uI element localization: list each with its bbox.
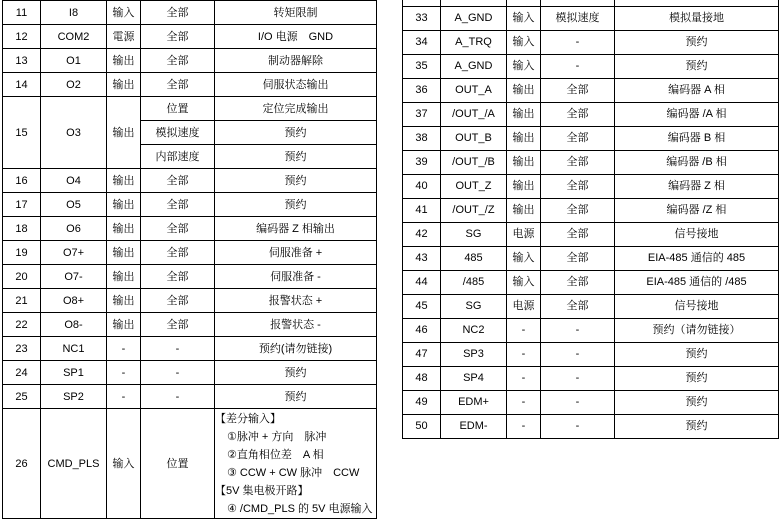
- signal-function: 编码器 A 相: [615, 78, 779, 102]
- signal-name: O8-: [41, 313, 107, 337]
- signal-type: -: [507, 318, 541, 342]
- control-mode: 模拟速度: [141, 121, 215, 145]
- pin-number: 46: [403, 318, 441, 342]
- signal-function: 定位完成输出: [215, 97, 377, 121]
- table-row: [3, 1, 377, 25]
- pin-number: 34: [403, 30, 441, 54]
- table-row: [3, 361, 377, 385]
- control-mode: 内部速度: [141, 145, 215, 169]
- control-mode: 全部: [541, 102, 615, 126]
- table-row: [3, 289, 377, 313]
- pin-number: 12: [3, 25, 41, 49]
- table-row: [3, 337, 377, 361]
- pin-number: 45: [403, 294, 441, 318]
- signal-type: 电源: [507, 222, 541, 246]
- signal-function: 模拟量接地: [615, 6, 779, 30]
- signal-type: 输出: [507, 126, 541, 150]
- pin-number: 11: [3, 1, 41, 25]
- signal-function: 预约（请勿链接）: [615, 318, 779, 342]
- signal-name: O6: [41, 217, 107, 241]
- signal-type: -: [507, 342, 541, 366]
- signal-type: -: [107, 385, 141, 409]
- signal-type: -: [507, 366, 541, 390]
- control-mode: -: [541, 54, 615, 78]
- signal-name: O1: [41, 49, 107, 73]
- signal-name: OUT_Z: [441, 174, 507, 198]
- table-row: [3, 385, 377, 409]
- table-row: [3, 97, 377, 121]
- table-row: [403, 78, 779, 102]
- signal-type: 输入: [107, 409, 141, 519]
- pin-number: 25: [3, 385, 41, 409]
- pin-table-left: [2, 0, 377, 519]
- signal-function: 预约: [215, 193, 377, 217]
- control-mode: -: [541, 30, 615, 54]
- table-row: [403, 54, 779, 78]
- table-row: [403, 414, 779, 438]
- control-mode: 全部: [141, 49, 215, 73]
- control-mode: -: [141, 361, 215, 385]
- control-mode: 全部: [541, 198, 615, 222]
- function-line: 【5V 集电极开路】: [215, 484, 309, 497]
- signal-name: SP4: [441, 366, 507, 390]
- signal-name: SP2: [41, 385, 107, 409]
- table-row: [3, 217, 377, 241]
- control-mode: -: [541, 390, 615, 414]
- pin-number: 49: [403, 390, 441, 414]
- function-line: ①脉冲 + 方向 脉冲: [227, 430, 327, 443]
- control-mode: 全部: [141, 1, 215, 25]
- signal-name: /OUT_/B: [441, 150, 507, 174]
- control-mode: 全部: [141, 289, 215, 313]
- signal-type: 输出: [107, 193, 141, 217]
- signal-function: 转矩限制: [215, 1, 377, 25]
- pin-number: 15: [3, 97, 41, 169]
- control-mode: 全部: [541, 78, 615, 102]
- control-mode: 位置: [141, 409, 215, 519]
- pin-number: 39: [403, 150, 441, 174]
- table-row: [3, 313, 377, 337]
- signal-type: 输入: [107, 1, 141, 25]
- control-mode: 全部: [541, 294, 615, 318]
- signal-type: 输出: [507, 198, 541, 222]
- pin-number: 48: [403, 366, 441, 390]
- pin-table-left-body: [3, 1, 377, 519]
- signal-function: 预约(请勿链接): [215, 337, 377, 361]
- signal-function: 预约: [215, 361, 377, 385]
- signal-type: 输出: [507, 174, 541, 198]
- signal-type: 输出: [107, 169, 141, 193]
- signal-name: /OUT_/Z: [441, 198, 507, 222]
- pin-number: 41: [403, 198, 441, 222]
- signal-function: I/O 电源 GND: [215, 25, 377, 49]
- signal-function: 伺服状态输出: [215, 73, 377, 97]
- table-row: [403, 6, 779, 30]
- function-line: ④ /CMD_PLS 的 5V 电源输入: [227, 502, 373, 515]
- pin-number: 19: [3, 241, 41, 265]
- pin-number: 16: [3, 169, 41, 193]
- signal-function: 编码器 Z 相输出: [215, 217, 377, 241]
- signal-name: 485: [441, 246, 507, 270]
- pin-number: 44: [403, 270, 441, 294]
- signal-function: 预约: [215, 121, 377, 145]
- pin-number: 43: [403, 246, 441, 270]
- signal-function: 预约: [215, 385, 377, 409]
- signal-name: EDM+: [441, 390, 507, 414]
- table-row: [3, 241, 377, 265]
- pin-number: 21: [3, 289, 41, 313]
- control-mode: 全部: [541, 270, 615, 294]
- signal-function: EIA-485 通信的 485: [615, 246, 779, 270]
- signal-type: 输入: [507, 54, 541, 78]
- signal-function: 制动器解除: [215, 49, 377, 73]
- signal-name: SG: [441, 222, 507, 246]
- table-row: [403, 246, 779, 270]
- table-row: [403, 150, 779, 174]
- function-line: ③ CCW + CW 脉冲 CCW: [227, 466, 360, 479]
- pin-number: 38: [403, 126, 441, 150]
- signal-type: 输出: [507, 78, 541, 102]
- table-row: [403, 270, 779, 294]
- control-mode: 全部: [141, 25, 215, 49]
- pin-number: 47: [403, 342, 441, 366]
- signal-function: 预约: [215, 169, 377, 193]
- signal-name: SP1: [41, 361, 107, 385]
- signal-type: 输出: [107, 217, 141, 241]
- signal-name: O3: [41, 97, 107, 169]
- pin-number: 50: [403, 414, 441, 438]
- signal-name: /OUT_/A: [441, 102, 507, 126]
- pin-number: 36: [403, 78, 441, 102]
- signal-type: 输出: [107, 73, 141, 97]
- table-row: [403, 318, 779, 342]
- pin-number: 24: [3, 361, 41, 385]
- signal-type: 输出: [107, 313, 141, 337]
- table-row: [403, 174, 779, 198]
- signal-name: A_TRQ: [441, 30, 507, 54]
- pin-table-right-body: [403, 0, 779, 438]
- function-line: ②直角相位差 A 相: [227, 448, 324, 461]
- signal-function: 编码器 /B 相: [615, 150, 779, 174]
- signal-type: 输出: [107, 97, 141, 169]
- table-row: [3, 73, 377, 97]
- control-mode: 全部: [141, 265, 215, 289]
- pin-number: 14: [3, 73, 41, 97]
- table-row: [403, 102, 779, 126]
- signal-type: 输出: [107, 289, 141, 313]
- control-mode: 全部: [541, 222, 615, 246]
- control-mode: 全部: [541, 150, 615, 174]
- control-mode: 全部: [541, 174, 615, 198]
- control-mode: 模拟速度: [541, 6, 615, 30]
- signal-function: 报警状态 +: [215, 289, 377, 313]
- table-row: [3, 409, 377, 519]
- pin-number: 23: [3, 337, 41, 361]
- signal-name: O7-: [41, 265, 107, 289]
- control-mode: 全部: [541, 246, 615, 270]
- signal-function: 编码器 B 相: [615, 126, 779, 150]
- signal-type: 电源: [507, 294, 541, 318]
- pin-number: 13: [3, 49, 41, 73]
- signal-function-block: [215, 409, 377, 519]
- pin-number: 33: [403, 6, 441, 30]
- control-mode: 全部: [141, 217, 215, 241]
- control-mode: 全部: [141, 193, 215, 217]
- signal-name: O7+: [41, 241, 107, 265]
- signal-name: A_GND: [441, 6, 507, 30]
- pin-number: 17: [3, 193, 41, 217]
- pin-number: 18: [3, 217, 41, 241]
- table-row: [403, 222, 779, 246]
- function-line: 【差分输入】: [215, 412, 281, 425]
- signal-function: 报警状态 -: [215, 313, 377, 337]
- pin-table-right: [402, 0, 779, 439]
- control-mode: -: [141, 385, 215, 409]
- signal-name: CMD_PLS: [41, 409, 107, 519]
- table-row: [403, 366, 779, 390]
- signal-type: 输出: [107, 265, 141, 289]
- table-row: [3, 169, 377, 193]
- table-row: [403, 30, 779, 54]
- signal-name: COM2: [41, 25, 107, 49]
- signal-type: 输出: [507, 102, 541, 126]
- table-row: [403, 198, 779, 222]
- control-mode: 全部: [141, 313, 215, 337]
- signal-function: 预约: [615, 366, 779, 390]
- table-row: [3, 193, 377, 217]
- signal-name: O2: [41, 73, 107, 97]
- pin-number: 40: [403, 174, 441, 198]
- control-mode: 全部: [541, 126, 615, 150]
- table-row: [403, 390, 779, 414]
- control-mode: -: [141, 337, 215, 361]
- control-mode: -: [541, 366, 615, 390]
- control-mode: 全部: [141, 73, 215, 97]
- table-row: [403, 126, 779, 150]
- signal-function: 预约: [215, 145, 377, 169]
- signal-name: EDM-: [441, 414, 507, 438]
- table-row: [3, 265, 377, 289]
- control-mode: -: [541, 414, 615, 438]
- signal-function: 预约: [615, 30, 779, 54]
- pin-number: 20: [3, 265, 41, 289]
- control-mode: 全部: [141, 169, 215, 193]
- signal-name: NC1: [41, 337, 107, 361]
- table-row: [3, 25, 377, 49]
- signal-type: 输出: [107, 241, 141, 265]
- signal-type: 输入: [507, 270, 541, 294]
- signal-name: O8+: [41, 289, 107, 313]
- signal-name: SP3: [441, 342, 507, 366]
- signal-function: 信号接地: [615, 294, 779, 318]
- control-mode: -: [541, 318, 615, 342]
- signal-name: /485: [441, 270, 507, 294]
- control-mode: -: [541, 342, 615, 366]
- signal-function: 预约: [615, 342, 779, 366]
- signal-name: I8: [41, 1, 107, 25]
- signal-name: OUT_B: [441, 126, 507, 150]
- signal-function: 编码器 /A 相: [615, 102, 779, 126]
- signal-function: 预约: [615, 54, 779, 78]
- signal-function: 信号接地: [615, 222, 779, 246]
- signal-function: 伺服准备 -: [215, 265, 377, 289]
- control-mode: 位置: [141, 97, 215, 121]
- pin-number: 22: [3, 313, 41, 337]
- signal-function: 预约: [615, 414, 779, 438]
- signal-name: O4: [41, 169, 107, 193]
- signal-type: 输出: [507, 150, 541, 174]
- signal-function: 编码器 /Z 相: [615, 198, 779, 222]
- signal-name: OUT_A: [441, 78, 507, 102]
- control-mode: 全部: [141, 241, 215, 265]
- signal-type: 電源: [107, 25, 141, 49]
- signal-name: A_GND: [441, 54, 507, 78]
- signal-function: 伺服准备 +: [215, 241, 377, 265]
- table-row: [403, 342, 779, 366]
- signal-type: -: [507, 414, 541, 438]
- pin-number: 37: [403, 102, 441, 126]
- signal-type: 输入: [507, 6, 541, 30]
- pin-number: 42: [403, 222, 441, 246]
- signal-name: SG: [441, 294, 507, 318]
- signal-function: 预约: [615, 390, 779, 414]
- table-row: [3, 49, 377, 73]
- pin-number: 35: [403, 54, 441, 78]
- table-row: [403, 294, 779, 318]
- signal-type: -: [507, 390, 541, 414]
- signal-type: 输入: [507, 30, 541, 54]
- signal-type: 输出: [107, 49, 141, 73]
- signal-name: NC2: [441, 318, 507, 342]
- pin-number: 26: [3, 409, 41, 519]
- signal-function: EIA-485 通信的 /485: [615, 270, 779, 294]
- signal-type: -: [107, 361, 141, 385]
- signal-function: 编码器 Z 相: [615, 174, 779, 198]
- signal-type: -: [107, 337, 141, 361]
- signal-name: O5: [41, 193, 107, 217]
- signal-type: 输入: [507, 246, 541, 270]
